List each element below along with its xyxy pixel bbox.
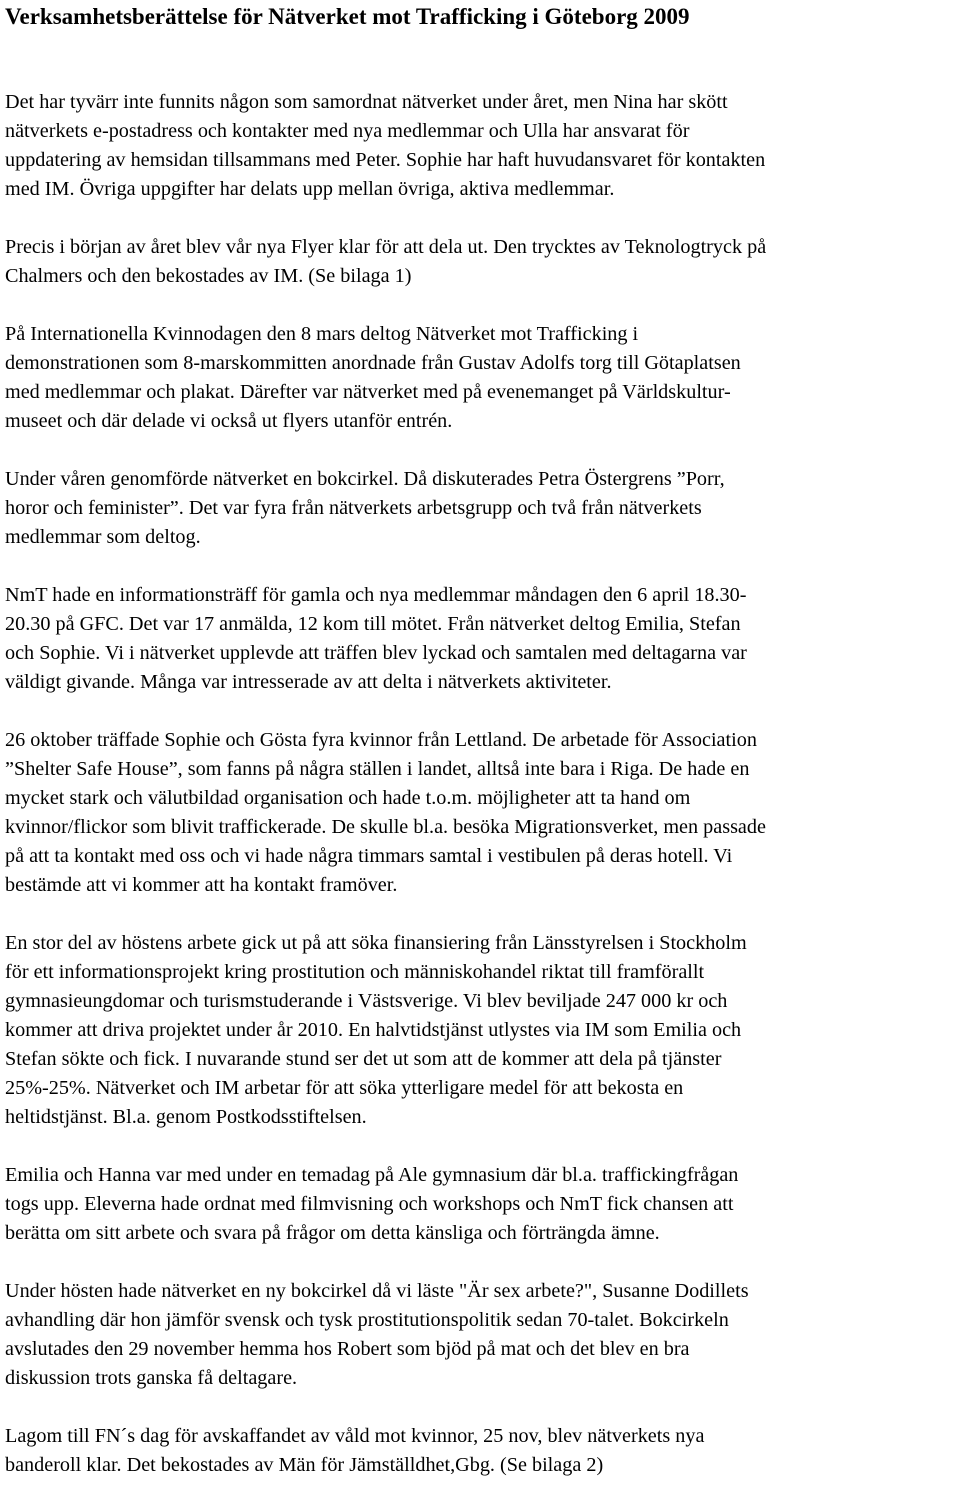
paragraph-ale-theme-day: Emilia och Hanna var med under en temadag på Ale gymnasium där bl.a. traffickingfrågan togs upp. Eleverna hade ordnat med filmvisning och workshops och NmT fick chansen att berätta om sitt arbete och svara på frågor om detta känsliga och förträngda ämne.: [5, 1164, 739, 1244]
document-title: Verksamhetsberättelse för Nätverket mot Trafficking i Göteborg 2009: [5, 4, 690, 29]
paragraph-info-meeting: NmT hade en informationsträff för gamla och nya medlemmar måndagen den 6 april 18.30- 20.30 på GFC. Det var 17 anmälda, 12 kom till mötet. Från nätverket deltog Emilia, Stefan och Sophie. Vi i nätverket upplevde att träffen blev lyckad och samtalen med deltagarna var väldigt givande. Många var intresserade av att delta i nätverkets aktiviteter.: [5, 584, 747, 693]
paragraph-latvia-visit: 26 oktober träffade Sophie och Gösta fyra kvinnor från Lettland. De arbetade för Association ”Shelter Safe House”, som fanns på några ställen i landet, alltså inte bara i Riga. De hade en mycket stark och välutbildad organisation och hade t.o.m. möjligheter att ta hand om kvinnor/flickor som blivit traffickerade. De skulle bl.a. besöka Migrationsverket, men passade på att ta kontakt med oss och vi hade några timmars samtal i vestibulen på deras hotell. Vi bestämde att vi kommer att ha kontakt framöver.: [5, 729, 766, 896]
paragraph-womens-day: På Internationella Kvinnodagen den 8 mars deltog Nätverket mot Trafficking i demonstrationen som 8-marskommitten anordnade från Gustav Adolfs torg till Götaplatsen med medlemmar och plakat. Därefter var nätverket med på evenemanget på Världskultur- museet och där delade vi också ut flyers utanför entrén.: [5, 323, 741, 432]
paragraph-spring-book-circle: Under våren genomförde nätverket en bokcirkel. Då diskuterades Petra Östergrens ”Porr, horor och feminister”. Det var fyra från nätverkets arbetsgrupp och två från nätverkets medlemmar som deltog.: [5, 468, 725, 548]
paragraph-banner: Lagom till FN´s dag för avskaffandet av våld mot kvinnor, 25 nov, blev nätverkets nya banderoll klar. Det bekostades av Män för Jämställdhet,Gbg. (Se bilaga 2): [5, 1425, 705, 1476]
paragraph-funding: En stor del av höstens arbete gick ut på att söka finansiering från Länsstyrelsen i Stockholm för ett informationsprojekt kring prostitution och människohandel riktat till framförallt gymnasieungdomar och turismstuderande i Västsverige. Vi blev beviljade 247 000 kr och kommer att driva projektet under år 2010. En halvtidstjänst utlystes via IM som Emilia och Stefan sökte och fick. I nuvarande stund ser det ut som att de kommer att dela på tjänster 25%-25%. Nätverket och IM arbetar för att söka ytterligare medel för att bekosta en heltidstjänst. Bl.a. genom Postkodsstiftelsen.: [5, 932, 747, 1128]
document-page: [5, 0, 950, 1509]
paragraph-coordination: Det har tyvärr inte funnits någon som samordnat nätverket under året, men Nina har skött nätverkets e-postadress och kontakter med nya medlemmar och Ulla har ansvarat för uppdatering av hemsidan tillsammans med Peter. Sophie har haft huvudansvaret för kontakten med IM. Övriga uppgifter har delats upp mellan övriga, aktiva medlemmar.: [5, 91, 766, 200]
document-body: [5, 88, 950, 1480]
paragraph-flyer: Precis i början av året blev vår nya Flyer klar för att dela ut. Den trycktes av Teknologtryck på Chalmers och den bekostades av IM. (Se bilaga 1): [5, 236, 767, 287]
paragraph-autumn-book-circle: Under hösten hade nätverket en ny bokcirkel då vi läste "Är sex arbete?", Susanne Dodillets avhandling där hon jämför svensk och tysk prostitutionspolitik sedan 70-talet. Bokcirkeln avslutades den 29 november hemma hos Robert som bjöd på mat och det blev en bra diskussion trots ganska få deltagare.: [5, 1280, 749, 1389]
